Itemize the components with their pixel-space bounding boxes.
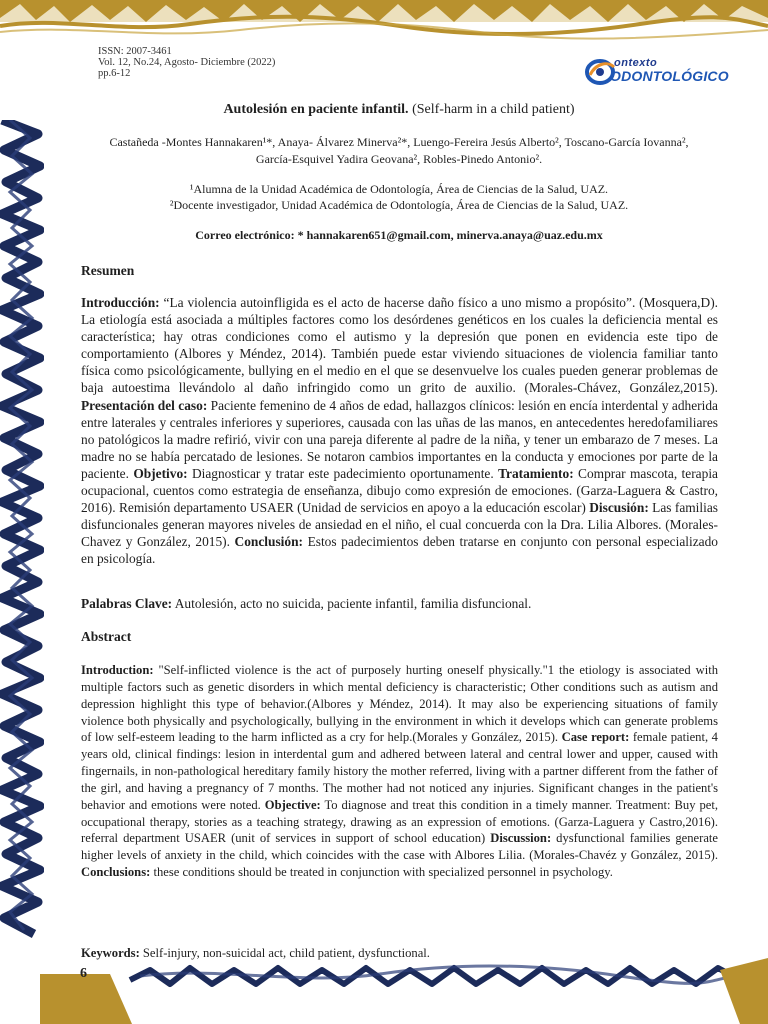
- objetivo-text: Diagnosticar y tratar este padecimiento oportunamente.: [187, 465, 499, 481]
- affiliation-2: ²Docente investigador, Unidad Académica de Odontología, Área de Ciencias de la Salud, UAZ.: [169, 198, 629, 212]
- intro-text: “La violencia autoinfligida es el acto de hacerse daño físico a uno mismo a propósito”. (Mosquera,D). La etiología está asociada a múltiples factores como los desórdenes genéticos en los cuales la deficiencia mental es característica; hay otras condiciones como el autismo y la depresión que ponen en evidencia este tipo de comportamiento (Albores y Méndez, 2014). También puede estar viviendo situaciones de violencia familiar tanto física como psicológicamente, bullying en el medio en el que se desenvuelve los cuales pueden generar problemas de baja autoestima llevándolo al daño infringido como un grito de auxilio. (Morales-Chávez, González,2015).: [81, 295, 718, 396]
- journal-header: [98, 46, 275, 79]
- logo-line2: ODONTOLÓGICO: [610, 68, 729, 84]
- palabras-clave: [81, 595, 718, 612]
- left-decorative-border: [0, 120, 44, 940]
- page-number: 6: [80, 966, 87, 981]
- conclusions-text: these conditions should be treated in conjunction with specialized personnel in psychology.: [150, 865, 613, 880]
- journal-logo: [584, 55, 729, 87]
- authors-line: Castañeda -Montes Hannakaren¹*, Anaya- Álvarez Minerva²*, Luengo-Fereira Jesús Alberto², Toscano-García Iovanna²,: [109, 135, 689, 149]
- discussion-text: dysfunctional families generate higher levels of anxiety in the child, which coincides with the case with Albores Lilia. (Morales-Chavéz y González, 2015).: [81, 831, 718, 863]
- palabras-clave-label: Palabras Clave:: [81, 596, 173, 611]
- issn-text: ISSN: 2007-3461: [98, 46, 172, 57]
- tratamiento-text: Comprar mascota, terapia ocupacional, cuentos como estrategia de enseñanza, dibujo como expresión de emociones. (Garza-Laguera & Castro, 2016). Remisión departamento USAER (Unidad de servicios en apoyo a la educación escolar): [81, 465, 718, 516]
- objective-label: Objective:: [264, 797, 321, 812]
- article-title: [80, 102, 718, 118]
- conclusions-label: Conclusions:: [81, 865, 151, 880]
- introduction-label: Introduction:: [81, 663, 154, 677]
- objetivo-label: Objetivo:: [133, 465, 188, 481]
- authors-line: García-Esquivel Yadira Geovana², Robles-Pinedo Antonio².: [255, 152, 543, 166]
- case-report-label: Case report:: [561, 730, 630, 745]
- volume-text: Vol. 12, No.24, Agosto- Diciembre (2022): [98, 57, 276, 68]
- conclusion-text: Estos padecimientos deben tratarse en conjunto con personal especializado en psicología.: [81, 534, 718, 567]
- resumen-heading: Resumen: [81, 263, 135, 278]
- keywords: [81, 946, 430, 961]
- objective-text: To diagnose and treat this condition in a timely manner. Treatment: Buy pet, occupational therapy, stories as a teaching strategy, drawing as an expression of emotions. (Garza-Laguera y Castro,2016). referral department USAER (unit of services in support of school education): [81, 797, 718, 846]
- caso-text: Paciente femenino de 4 años de edad, hallazgos clínicos: lesión en encía interdental y adherida entre laterales y centrales inferiores y superiores, causada con las uñas de las manos, en antecedentes heredofamiliares no patológicos la madre refirió, vivir con una pareja diferente al padre de la niña, y tener un embarazo de 7 meses. La madre no se había percatado de lesiones. Se notaron cambios importantes en la conducta y emociones por parte de la paciente.: [81, 397, 718, 481]
- abstract-heading: Abstract: [81, 629, 132, 644]
- affiliation-1: ¹Alumna de la Unidad Académica de Odontología, Área de Ciencias de la Salud, UAZ.: [189, 182, 609, 196]
- contact-email: Correo electrónico: * hannakaren651@gmail.com, minerva.anaya@uaz.edu.mx: [195, 228, 603, 242]
- keywords-label: Keywords:: [81, 946, 140, 960]
- discusion-label: Discusión:: [589, 500, 649, 516]
- affiliations-block: [80, 181, 718, 213]
- tratamiento-label: Tratamiento:: [498, 465, 574, 481]
- discussion-label: Discussion:: [490, 831, 552, 846]
- abstract-paragraph: [81, 662, 718, 881]
- discusion-text: Las familias disfuncionales generan mayores niveles de ansiedad en el niño, el cual concuerda con la Dra. Lilia Albores. (Morales-Chavez y González, 2015).: [81, 500, 718, 550]
- keywords-text: Self-injury, non-suicidal act, child patient, dysfunctional.: [139, 946, 430, 960]
- palabras-clave-text: Autolesión, acto no suicida, paciente infantil, familia disfuncional.: [172, 596, 532, 611]
- pages-text: pp.6-12: [98, 68, 131, 79]
- title-spanish: Autolesión en paciente infantil.: [223, 102, 409, 117]
- intro-label: Introducción:: [81, 295, 160, 310]
- top-decorative-border: [0, 0, 768, 44]
- case-report-text: female patient, 4 years old, clinical findings: lesion in interdental gum and adhered between lateral and central lower and upper, caused with fingernails, in non-pathological hereditary family history the mother referred, living with a partner different from the father of the girl, and having a pregnancy of 7 months. The mother had not noticed any injuries. Significant changes in the patient's behavior and emotions were noted.: [81, 730, 718, 812]
- caso-label: Presentación del caso:: [81, 397, 208, 413]
- title-english: (Self-harm in a child patient): [408, 102, 575, 117]
- resumen-paragraph: [81, 294, 718, 568]
- logo-line1: ontexto: [614, 57, 658, 69]
- introduction-text: "Self-inflicted violence is the act of purposely hurting oneself physically."1 the etiology is associated with multiple factors such as genetic disorders in which mental deficiency is characteristic; Other conditions such as autism and depression highlight this type of behavior.(Albores y Méndez, 2014). It may also be experiencing situations of family violence both physically and psychologically, bullying in the environment in which it develops which can generate problems of low self-esteem leading to the harm inflicted as a cry for help.(Morales y González, 2015).: [81, 663, 718, 745]
- authors-block: [80, 134, 718, 168]
- conclusion-label: Conclusión:: [234, 534, 304, 550]
